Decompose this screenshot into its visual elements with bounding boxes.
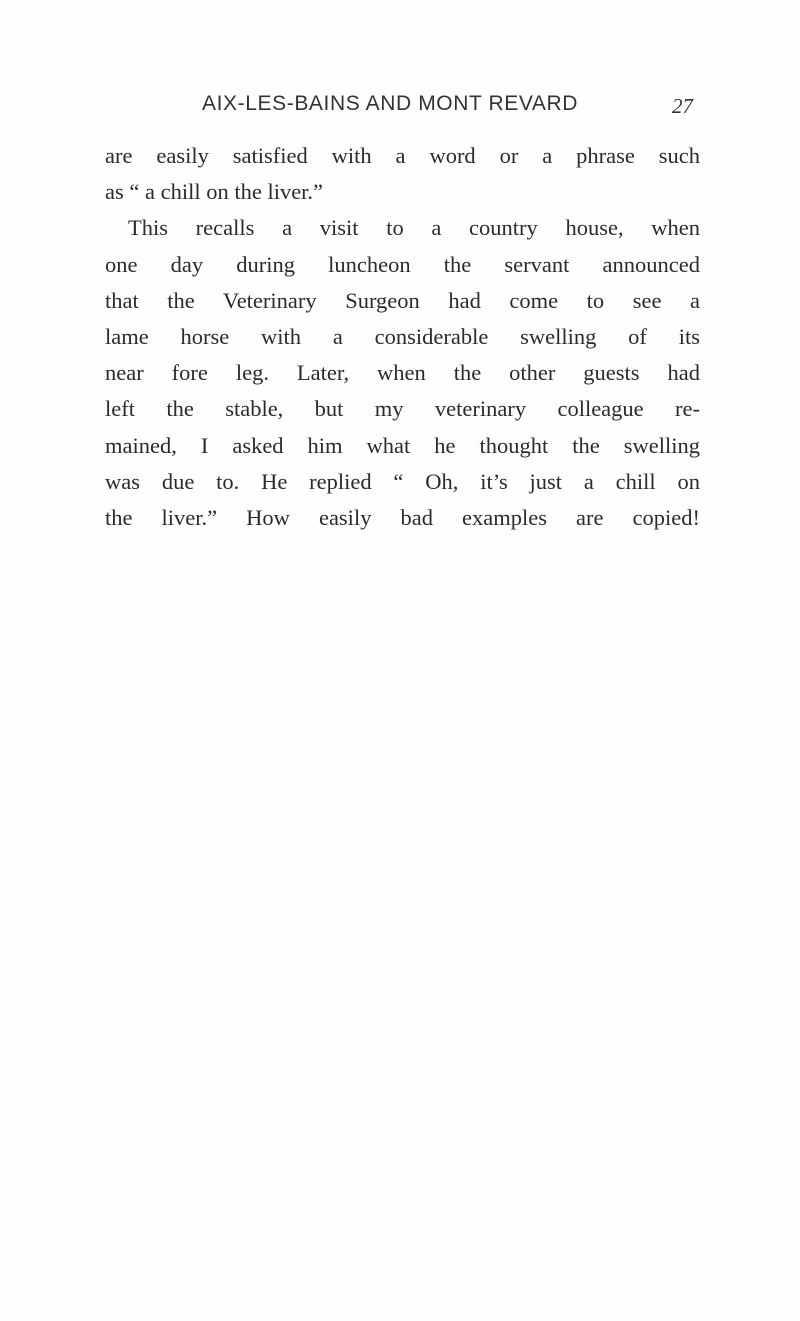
body-text: [105, 138, 700, 536]
text-line: lame horse with a considerable swelling of its: [105, 323, 700, 349]
text-line: mained, I asked him what he thought the swelling: [105, 432, 700, 458]
page-number: 27: [672, 94, 693, 118]
text-line: the liver.” How easily bad examples are copied!: [105, 504, 700, 530]
running-head: [0, 92, 800, 122]
text-line: as “ a chill on the liver.”: [105, 179, 324, 205]
text-line: that the Veterinary Surgeon had come to see a: [105, 287, 700, 313]
text-line: one day during luncheon the servant announced: [105, 251, 700, 277]
text-line: left the stable, but my veterinary colleague re-: [105, 396, 700, 422]
text-line: was due to. He replied “ Oh, it’s just a chill on: [105, 468, 700, 494]
running-title: AIX-LES-BAINS AND MONT REVARD: [202, 92, 579, 115]
paragraph-first-line: This recalls a visit to a country house, when: [128, 215, 700, 241]
text-line: near fore leg. Later, when the other guests had: [105, 360, 700, 386]
text-line: are easily satisfied with a word or a phrase such: [105, 143, 700, 168]
